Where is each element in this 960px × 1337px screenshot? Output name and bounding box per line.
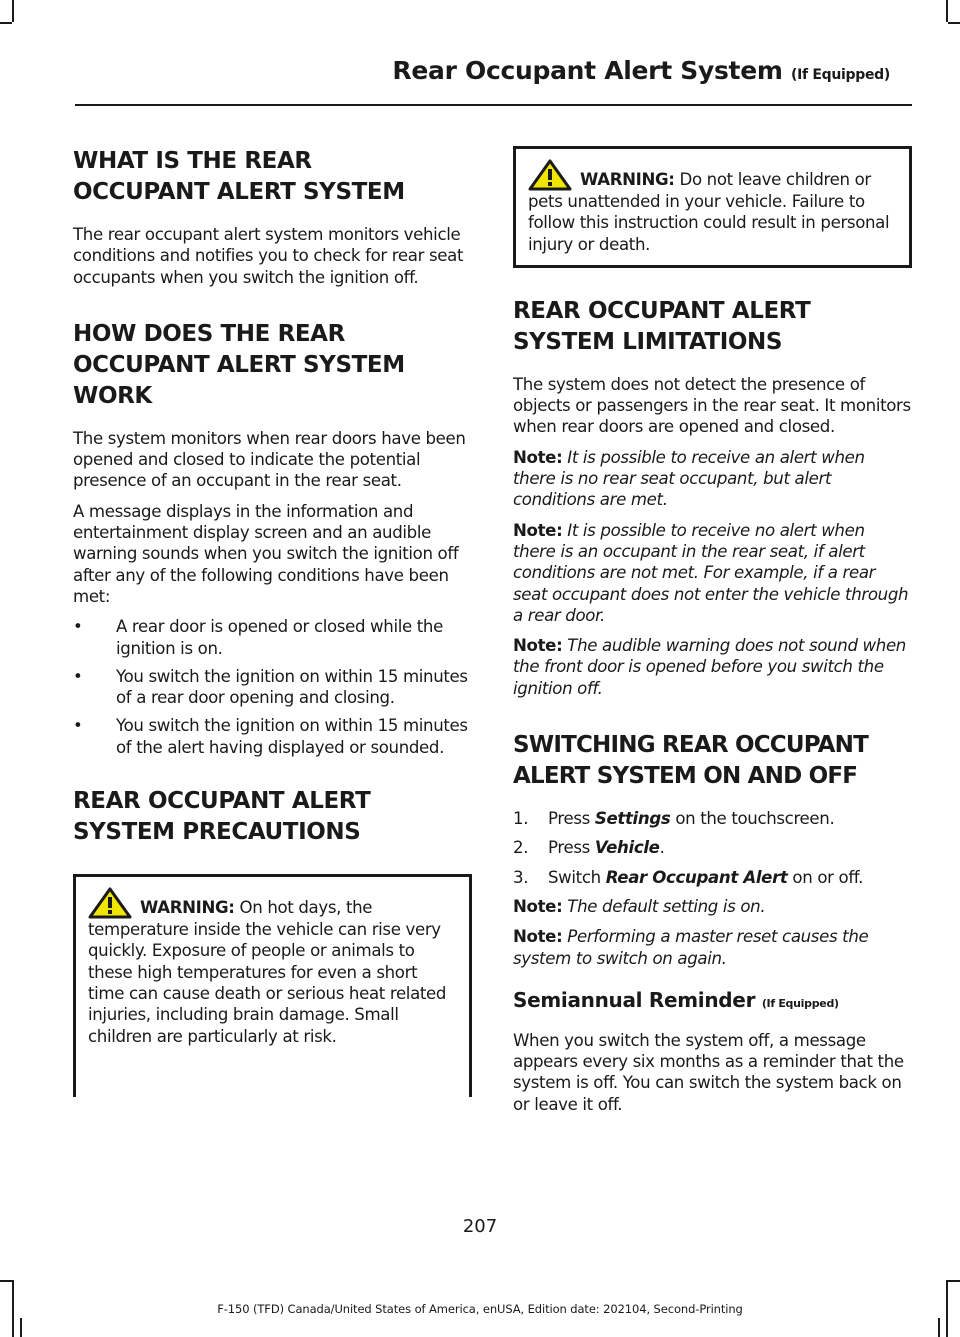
left-column <box>73 146 472 1097</box>
step-number: 3. <box>513 867 529 887</box>
list-item <box>513 867 912 888</box>
crop-mark <box>938 1318 940 1337</box>
header-title-suffix: (If Equipped) <box>791 67 890 83</box>
heading-text: Semiannual Reminder <box>513 987 756 1012</box>
list-item-text: You switch the ignition on within 15 minutes of a rear door opening and closing. <box>116 666 468 708</box>
heading-line: REAR OCCUPANT ALERT <box>513 297 811 324</box>
warning-text <box>528 159 895 255</box>
list-item <box>513 808 912 829</box>
bullet-marker: • <box>73 617 83 637</box>
list-item-text: You switch the ignition on within 15 minutes of the alert having displayed or sounded. <box>116 716 468 757</box>
paragraph: The system does not detect the presence of objects or passengers in the rear seat. It monitors when rear doors are opened and closed. <box>513 374 911 437</box>
note <box>513 520 912 626</box>
note-label: Note: <box>513 896 563 916</box>
note-label: Note: <box>513 520 563 540</box>
right-column <box>513 146 912 1124</box>
step-emphasis: Rear Occupant Alert <box>605 867 788 887</box>
bullet-marker: • <box>73 666 83 686</box>
paragraph: The system monitors when rear doors have been opened and closed to indicate the potential presence of an occupant in the rear seat. <box>73 428 466 491</box>
heading-line: REAR OCCUPANT ALERT <box>73 788 371 815</box>
crop-mark <box>948 22 960 24</box>
warning-label: WARNING: <box>140 898 235 918</box>
step-text: . <box>659 838 665 858</box>
heading-line: WORK <box>73 382 152 409</box>
section-heading-switching <box>513 730 912 792</box>
step-text: Switch <box>548 867 606 887</box>
list-item <box>73 715 472 758</box>
crop-mark <box>12 0 14 22</box>
warning-box-children <box>513 146 912 268</box>
step-text: on the touchscreen. <box>670 809 835 829</box>
note <box>513 447 912 511</box>
warning-body: Do not leave children or pets unattended in your vehicle. Failure to follow this instruction could result in personal injury or death. <box>528 170 890 254</box>
note-label: Note: <box>513 447 563 467</box>
header-rule <box>75 104 912 106</box>
step-text: Press <box>548 838 595 858</box>
page-number: 207 <box>462 1216 498 1237</box>
crop-mark <box>948 1280 960 1282</box>
step-number: 2. <box>513 838 529 858</box>
warning-triangle-icon <box>88 887 132 919</box>
warning-label: WARNING: <box>580 170 675 189</box>
heading-line: SYSTEM PRECAUTIONS <box>73 819 361 846</box>
note-text: The audible warning does not sound when the front door is opened before you switch the ignition off. <box>513 636 906 698</box>
paragraph: When you switch the system off, a message appears every six months as a reminder that the system is off. You can switch the system back on or leave it off. <box>513 1030 904 1114</box>
heading-line: SYSTEM LIMITATIONS <box>513 328 783 355</box>
note-text: Performing a master reset causes the system to switch on again. <box>513 927 869 968</box>
paragraph: The rear occupant alert system monitors vehicle conditions and notifies you to check for rear seat occupants when you switch the ignition off. <box>73 225 464 287</box>
warning-triangle-icon <box>528 159 572 191</box>
crop-mark <box>0 1280 12 1282</box>
warning-body: On hot days, the temperature inside the vehicle can rise very quickly. Exposure of people or animals to these high temperatures for even a short time can cause death or serious heat related injuries, including brain damage. Small children are particularly at risk. <box>88 898 447 1046</box>
heading-line: HOW DOES THE REAR <box>73 320 345 347</box>
note <box>513 926 912 969</box>
step-emphasis: Settings <box>594 809 671 829</box>
conditions-list <box>73 616 472 758</box>
subsection-heading-semiannual <box>513 986 912 1018</box>
page-header-title <box>392 56 890 85</box>
note <box>513 896 912 917</box>
crop-mark <box>0 22 12 24</box>
crop-mark <box>20 1318 22 1337</box>
step-number: 1. <box>513 809 529 829</box>
crop-mark <box>946 0 948 22</box>
note-text: It is possible to receive an alert when there is no rear seat occupant, but alert conditions are met. <box>513 447 865 510</box>
note-label: Note: <box>513 636 563 656</box>
paragraph: A message displays in the information and entertainment display screen and an audible warning sounds when you switch the ignition off after any of the following conditions have been met: <box>73 501 459 606</box>
section-heading-how-does <box>73 319 472 412</box>
note-label: Note: <box>513 927 563 947</box>
heading-line: ALERT SYSTEM ON AND OFF <box>513 763 858 790</box>
steps-list <box>513 808 912 888</box>
header-title-text: Rear Occupant Alert System <box>392 56 783 85</box>
heading-line: SWITCHING REAR OCCUPANT <box>513 732 869 759</box>
list-item <box>73 616 472 659</box>
step-text: Press <box>548 809 595 829</box>
step-emphasis: Vehicle <box>594 838 660 858</box>
note-text: It is possible to receive no alert when there is an occupant in the rear seat, if alert conditions are not met. For example, if a rear seat occupant does not enter the vehicle through a rear door. <box>513 520 909 625</box>
bullet-marker: • <box>73 716 83 736</box>
section-heading-what-is <box>73 146 472 208</box>
heading-suffix: (If Equipped) <box>761 996 839 1010</box>
list-item-text: A rear door is opened or closed while the ignition is on. <box>116 617 443 658</box>
section-heading-limitations <box>513 296 912 358</box>
heading-line: OCCUPANT ALERT SYSTEM <box>73 351 405 378</box>
step-text: on or off. <box>787 867 864 887</box>
note <box>513 635 912 699</box>
list-item <box>73 666 472 709</box>
edition-footer: F-150 (TFD) Canada/United States of America, enUSA, Edition date: 202104, Second-Printing <box>217 1302 743 1316</box>
heading-line: OCCUPANT ALERT SYSTEM <box>73 179 405 205</box>
section-heading-precautions <box>73 786 472 848</box>
warning-text <box>88 887 455 1047</box>
list-item <box>513 837 912 858</box>
warning-box-heat <box>73 874 472 1097</box>
heading-line: WHAT IS THE REAR <box>73 148 312 174</box>
note-text: The default setting is on. <box>562 896 766 916</box>
